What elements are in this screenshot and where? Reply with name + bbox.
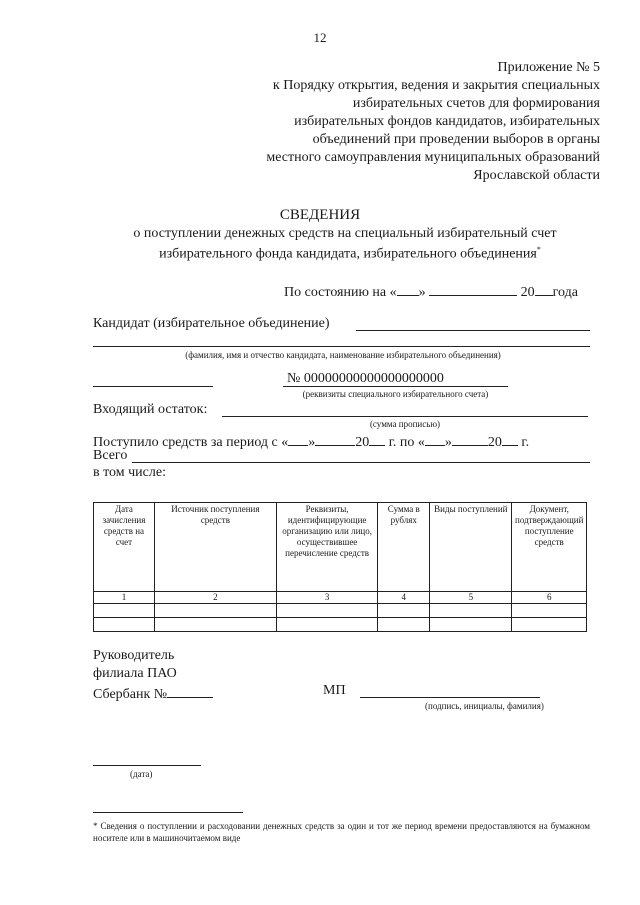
column-number: 1 bbox=[94, 592, 155, 604]
year-field[interactable] bbox=[535, 281, 553, 296]
date-field[interactable] bbox=[93, 765, 201, 766]
signature-field[interactable] bbox=[360, 697, 540, 698]
table-cell[interactable] bbox=[512, 618, 587, 632]
received-part2: » bbox=[308, 435, 316, 450]
document-subtitle-2 bbox=[0, 245, 640, 263]
candidate-field[interactable] bbox=[356, 330, 590, 331]
document-title: СВЕДЕНИЯ bbox=[279, 207, 361, 223]
table-cell[interactable] bbox=[94, 604, 155, 618]
appendix-line: избирательных фондов кандидатов, избирательных bbox=[294, 114, 600, 129]
header-cell: Источник поступления средств bbox=[154, 503, 276, 592]
to-month-field[interactable] bbox=[452, 431, 488, 446]
to-year-field[interactable] bbox=[502, 431, 518, 446]
candidate-hint: (фамилия, имя и отчество кандидата, наименование избирательного объединения) bbox=[185, 350, 501, 360]
page-number: 12 bbox=[313, 30, 327, 45]
table-cell[interactable] bbox=[276, 604, 378, 618]
appendix-block bbox=[180, 59, 600, 185]
received-part4: г. по « bbox=[388, 435, 425, 450]
table-cell[interactable] bbox=[378, 618, 430, 632]
table-header-row bbox=[94, 503, 587, 592]
appendix-line: к Порядку открытия, ведения и закрытия специальных bbox=[272, 78, 600, 93]
total-field[interactable] bbox=[132, 462, 590, 463]
account-underline bbox=[283, 386, 508, 387]
table-cell[interactable] bbox=[378, 604, 430, 618]
signature-title-line bbox=[93, 683, 213, 704]
signature-title-line: филиала ПАО bbox=[93, 666, 177, 681]
column-number: 4 bbox=[378, 592, 430, 604]
appendix-line: избирательных счетов для формирования bbox=[352, 96, 600, 111]
incoming-field[interactable] bbox=[222, 416, 588, 417]
table-cell[interactable] bbox=[154, 604, 276, 618]
appendix-line: Ярославской области bbox=[473, 168, 600, 183]
table-cell[interactable] bbox=[430, 604, 512, 618]
document-subtitle-1: о поступлении денежных средств на специальный избирательный счет bbox=[133, 226, 557, 241]
candidate-field-line-2[interactable] bbox=[93, 346, 590, 347]
footnote-text: * Сведения о поступлении и расходовании денежных средств за один и тот же период времени предоставляются на бумажном носителе или в машиночитаемом виде bbox=[93, 821, 590, 843]
to-day-field[interactable] bbox=[425, 431, 445, 446]
account-number: № 00000000000000000000 bbox=[287, 371, 444, 386]
as-of-prefix: По состоянию на « bbox=[284, 285, 397, 300]
candidate-label: Кандидат (избирательное объединение) bbox=[93, 316, 330, 331]
footnote-separator bbox=[93, 812, 243, 813]
incoming-label: Входящий остаток: bbox=[93, 402, 208, 417]
stamp-place: МП bbox=[323, 683, 346, 698]
table-cell[interactable] bbox=[94, 618, 155, 632]
header-cell: Реквизиты, идентифицирующие организацию или лицо, осуществившее перечисление средств bbox=[276, 503, 378, 592]
including-label: в том числе: bbox=[93, 465, 166, 480]
from-year-field[interactable] bbox=[369, 431, 385, 446]
table-number-row bbox=[94, 592, 587, 604]
received-part3: 20 bbox=[355, 435, 370, 450]
signature-title-line: Руководитель bbox=[93, 648, 175, 663]
received-part1: Поступило средств за период с « bbox=[93, 435, 289, 450]
signature-block bbox=[93, 647, 213, 704]
header-cell: Сумма в рублях bbox=[378, 503, 430, 592]
column-number: 5 bbox=[430, 592, 512, 604]
table-row bbox=[94, 618, 587, 632]
as-of-date-line bbox=[284, 281, 578, 301]
table-cell[interactable] bbox=[276, 618, 378, 632]
column-number: 2 bbox=[154, 592, 276, 604]
header-cell: Документ, подтверждающий поступление средств bbox=[512, 503, 587, 592]
table-cell[interactable] bbox=[512, 604, 587, 618]
branch-label: Сбербанк № bbox=[93, 687, 168, 702]
column-number: 3 bbox=[276, 592, 378, 604]
account-hint: (реквизиты специального избирательного счета) bbox=[302, 389, 489, 399]
footnote-mark: * bbox=[536, 245, 541, 254]
received-part5: » bbox=[444, 435, 452, 450]
received-part7: г. bbox=[521, 435, 530, 450]
day-field[interactable] bbox=[397, 281, 419, 296]
account-prefix-field[interactable] bbox=[93, 386, 213, 387]
table-cell[interactable] bbox=[154, 618, 276, 632]
header-cell: Виды поступлений bbox=[430, 503, 512, 592]
table-row bbox=[94, 604, 587, 618]
year-prefix: 20 bbox=[520, 285, 535, 300]
date-hint: (дата) bbox=[130, 769, 153, 779]
from-month-field[interactable] bbox=[315, 431, 355, 446]
total-label: Всего bbox=[93, 448, 128, 463]
signature-hint: (подпись, инициалы, фамилия) bbox=[425, 701, 544, 711]
appendix-line: Приложение № 5 bbox=[497, 60, 600, 75]
receipts-table bbox=[93, 502, 587, 632]
table-cell[interactable] bbox=[430, 618, 512, 632]
as-of-suffix: года bbox=[552, 285, 578, 300]
received-part6: 20 bbox=[487, 435, 502, 450]
as-of-mid: » bbox=[418, 285, 426, 300]
subtitle-text: избирательного фонда кандидата, избирательного объединения bbox=[159, 246, 537, 262]
incoming-hint: (сумма прописью) bbox=[369, 419, 441, 429]
month-field[interactable] bbox=[429, 281, 517, 296]
header-cell: Дата зачисления средств на счет bbox=[94, 503, 155, 592]
from-day-field[interactable] bbox=[288, 431, 308, 446]
appendix-line: объединений при проведении выборов в органы bbox=[312, 132, 600, 147]
appendix-line: местного самоуправления муниципальных образований bbox=[266, 150, 600, 165]
column-number: 6 bbox=[512, 592, 587, 604]
branch-number-field[interactable] bbox=[167, 683, 213, 698]
received-period-line bbox=[93, 431, 529, 451]
